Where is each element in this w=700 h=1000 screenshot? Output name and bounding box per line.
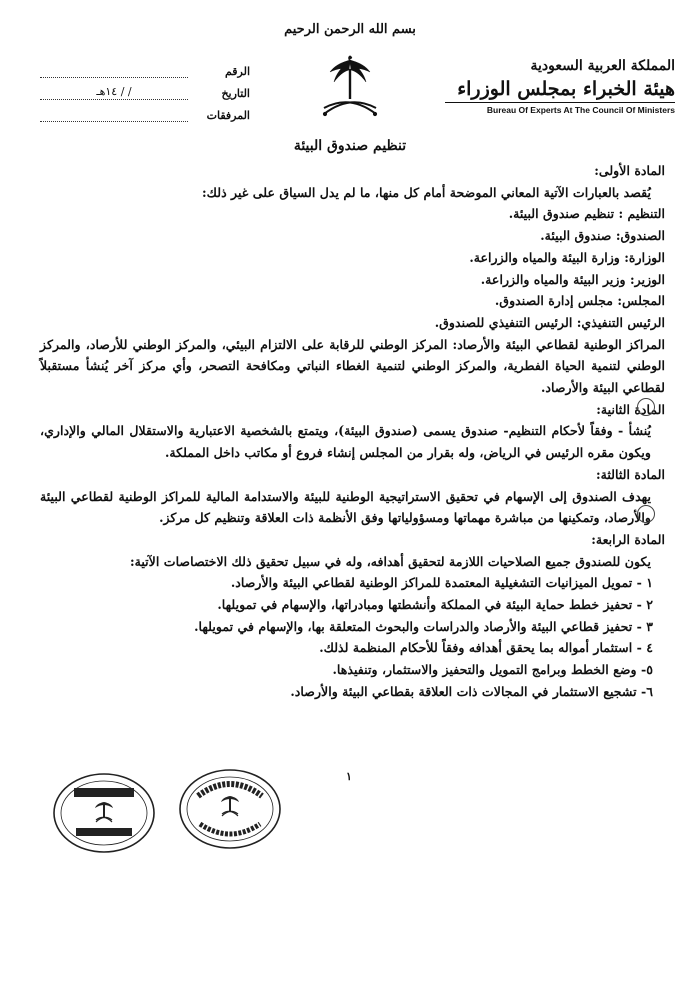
reference-number-value xyxy=(40,63,188,78)
competencies-list xyxy=(40,572,665,702)
article-heading: المادة الثانية: xyxy=(596,401,665,417)
reference-number-row xyxy=(40,56,250,78)
basmala: بسم الله الرحمن الرحيم xyxy=(284,22,416,37)
palm-and-swords-emblem-icon xyxy=(314,52,386,124)
list-item: ٦- تشجيع الاستثمار في المجالات ذات العلاقة بقطاعي البيئة والأرصاد. xyxy=(290,683,653,699)
list-item: ٢ - تحفيز خطط حماية البيئة في المملكة وأنشطتها ومبادراتها، والإسهام في تمويلها. xyxy=(217,597,653,613)
list-item: ٤ - استثمار أمواله بما يحقق أهدافه وفقاً للأحكام المنظمة لذلك. xyxy=(319,640,653,656)
paragraph: يهدف الصندوق إلى الإسهام في تحقيق الاستراتيجية الوطنية للبيئة والاستدامة المالية للمراكز الوطنية لقطاعي البيئة والأرصاد، وتمكينها من مباشرة مهماتها ومسؤولياتها وفق الأنظمة ذات العلاقة وتنظيم كل مركز. xyxy=(40,488,651,526)
definition-line: الوزير: وزير البيئة والمياه والزراعة. xyxy=(480,271,665,287)
list-item: ٥- وضع الخطط وبرامج التمويل والتحفيز والاستثمار، وتنفيذها. xyxy=(332,662,653,678)
document-body xyxy=(40,160,665,703)
document-title: تنظيم صندوق البيئة xyxy=(293,138,407,154)
reference-number-label: الرقم xyxy=(224,65,250,78)
date-value: / / ١٤هـ xyxy=(40,85,188,100)
article-heading: المادة الأولى: xyxy=(594,163,665,178)
article-heading: المادة الرابعة: xyxy=(591,531,665,547)
paragraph: يكون للصندوق جميع الصلاحيات اللازمة لتحقيق أهدافه، وله في سبيل تحقيق ذلك الاختصاصات الآتية: xyxy=(129,553,651,569)
paragraph: يُقصد بالعبارات الآتية المعاني الموضحة أمام كل منها، ما لم يدل السياق على غير ذلك: xyxy=(201,184,651,200)
paragraph: المراكز الوطنية لقطاعي البيئة والأرصاد: المركز الوطني للرقابة على الالتزام البيئي، والمركز الوطني للأرصاد، والمركز الوطني لتنمية الحياة الفطرية، والمركز الوطني لتنمية الغطاء النباتي ومكافحة التصحر، وأي مركز آخر يُنشأ مستقبلاً لقطاعي البيئة والأرصاد. xyxy=(40,336,665,396)
general-secretariat-seal-icon xyxy=(52,772,156,854)
list-item: ٣ - تحفيز قطاعي البيئة والأرصاد والدراسات والبحوث المتعلقة بها، والإسهام في تمويلها. xyxy=(194,618,653,634)
date-row xyxy=(40,78,250,100)
definition-line: المجلس: مجلس إدارة الصندوق. xyxy=(494,293,665,309)
definition-line: الرئيس التنفيذي: الرئيس التنفيذي للصندوق. xyxy=(434,314,665,330)
hole-punch-mark xyxy=(637,505,655,523)
bureau-name-arabic: هيئة الخبراء بمجلس الوزراء xyxy=(457,78,675,100)
list-item: ١ - تمويل الميزانيات التشغيلية المعتمدة للمراكز الوطنية لقطاعي البيئة والأرصاد. xyxy=(230,575,653,591)
attachments-value xyxy=(40,107,188,122)
date-label: التاريخ xyxy=(221,87,250,100)
paragraph: يُنشأ - وفقاً لأحكام التنظيم- صندوق يسمى (صندوق البيئة)، ويتمتع بالشخصية الاعتبارية والاستقلال المالي والإداري، ويكون مقره الرئيس في الرياض، وله بقرار من المجلس إنشاء فروع أو مكاتب داخل المملكة. xyxy=(40,423,651,461)
reference-fields xyxy=(40,56,250,122)
article-heading: المادة الثالثة: xyxy=(595,466,665,482)
bureau-name-english: Bureau Of Experts At The Council Of Ministers xyxy=(445,102,675,115)
definition-line: الوزارة: وزارة البيئة والمياه والزراعة. xyxy=(469,249,665,265)
page-number: ١ xyxy=(346,770,352,783)
hole-punch-mark xyxy=(637,398,655,416)
kingdom-name: المملكة العربية السعودية xyxy=(530,58,675,74)
attachments-label: المرفقات xyxy=(206,109,250,122)
definition-line: التنظيم : تنظيم صندوق البيئة. xyxy=(508,206,665,222)
attachments-row xyxy=(40,100,250,122)
bureau-of-experts-seal-icon xyxy=(178,768,282,850)
definition-line: الصندوق: صندوق البيئة. xyxy=(540,228,665,244)
organization-header xyxy=(445,58,675,115)
